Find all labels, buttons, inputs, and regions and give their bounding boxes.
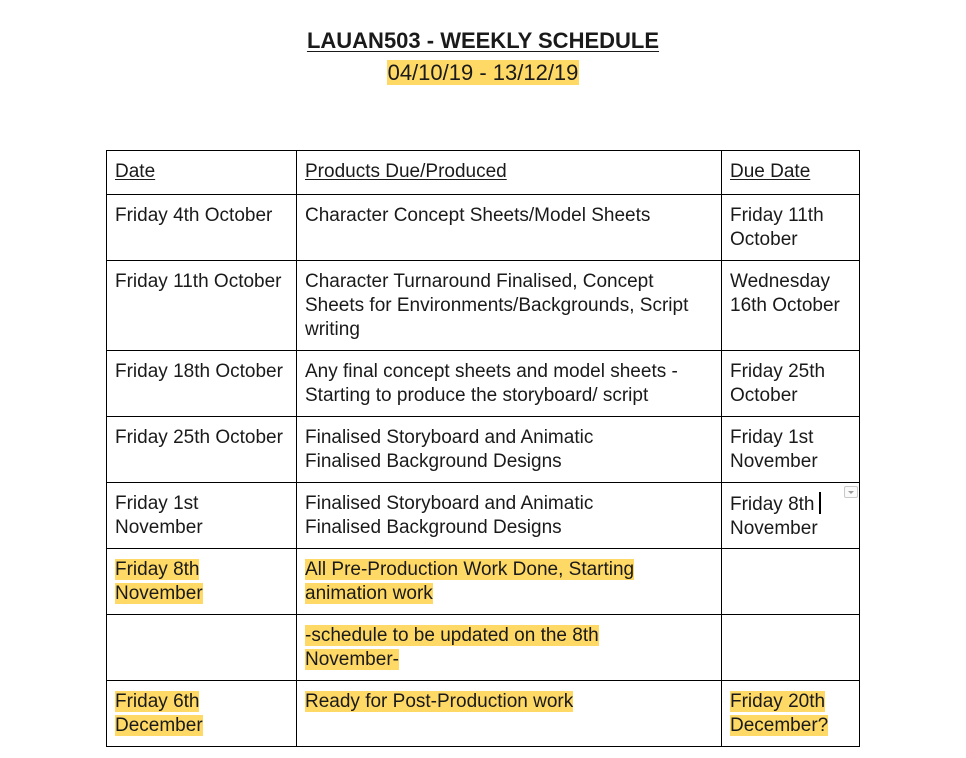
due-date-cell[interactable] bbox=[722, 351, 860, 417]
due-date-cell[interactable] bbox=[722, 417, 860, 483]
table-row bbox=[107, 681, 860, 747]
products-cell[interactable] bbox=[297, 483, 722, 549]
header-cell-due-date[interactable] bbox=[722, 151, 860, 195]
due-date-line-highlighted: December? bbox=[730, 715, 829, 736]
header-due-date-label: Due Date bbox=[730, 161, 811, 182]
due-date-cell[interactable] bbox=[722, 681, 860, 747]
schedule-table bbox=[106, 150, 860, 747]
document-title bbox=[0, 27, 966, 55]
table-row bbox=[107, 417, 860, 483]
table-row bbox=[107, 351, 860, 417]
date-text: Friday 4th October bbox=[115, 205, 273, 226]
products-cell[interactable] bbox=[297, 195, 722, 261]
date-line-highlighted: Friday 8th bbox=[115, 559, 200, 580]
document-title-text: LAUAN503 - WEEKLY SCHEDULE bbox=[306, 28, 660, 53]
due-date-cell[interactable] bbox=[722, 261, 860, 351]
products-line: Finalised Background Designs bbox=[305, 451, 562, 472]
products-text-highlighted: Ready for Post-Production work bbox=[305, 691, 574, 712]
due-date-cell-active[interactable] bbox=[722, 483, 860, 549]
date-text: Friday 11th October bbox=[115, 271, 282, 292]
products-cell[interactable] bbox=[297, 549, 722, 615]
header-cell-products[interactable] bbox=[297, 151, 722, 195]
date-cell[interactable] bbox=[107, 681, 297, 747]
cell-dropdown-icon[interactable] bbox=[844, 486, 858, 498]
table-row bbox=[107, 615, 860, 681]
date-line-highlighted: November bbox=[115, 583, 203, 604]
date-text: Friday 1st November bbox=[115, 493, 203, 538]
due-date-cell[interactable] bbox=[722, 549, 860, 615]
date-cell[interactable] bbox=[107, 261, 297, 351]
due-date-cell[interactable] bbox=[722, 615, 860, 681]
table-row bbox=[107, 261, 860, 351]
due-date-line bbox=[730, 492, 851, 517]
due-date-text: Friday 1st November bbox=[730, 427, 818, 472]
table-row bbox=[107, 483, 860, 549]
due-date-text: Friday 25th October bbox=[730, 361, 826, 406]
date-text: Friday 18th October bbox=[115, 361, 283, 382]
header-cell-date[interactable] bbox=[107, 151, 297, 195]
date-cell[interactable] bbox=[107, 615, 297, 681]
due-date-text: Friday 11th October bbox=[730, 205, 824, 250]
due-date-line-highlighted: Friday 20th bbox=[730, 691, 826, 712]
products-cell[interactable] bbox=[297, 351, 722, 417]
due-date-text: Wednesday 16th October bbox=[730, 271, 840, 316]
products-text: Any final concept sheets and model sheets - Starting to produce the storyboard/ script bbox=[305, 361, 678, 406]
date-cell[interactable] bbox=[107, 483, 297, 549]
products-cell[interactable] bbox=[297, 261, 722, 351]
date-line-highlighted: Friday 6th bbox=[115, 691, 200, 712]
table-row bbox=[107, 549, 860, 615]
products-line: Finalised Storyboard and Animatic bbox=[305, 427, 594, 448]
due-date-line: November bbox=[730, 518, 818, 539]
date-text: Friday 25th October bbox=[115, 427, 283, 448]
document-date-range bbox=[0, 59, 966, 87]
date-cell[interactable] bbox=[107, 351, 297, 417]
products-cell[interactable] bbox=[297, 615, 722, 681]
date-range-text: 04/10/19 - 13/12/19 bbox=[387, 60, 579, 85]
active-cell-content bbox=[730, 492, 851, 541]
products-text: Character Turnaround Finalised, Concept Sheets for Environments/Backgrounds, Script writing bbox=[305, 271, 689, 340]
due-date-cell[interactable] bbox=[722, 195, 860, 261]
products-line-highlighted: -schedule to be updated on the 8th bbox=[305, 625, 599, 646]
date-line-highlighted: December bbox=[115, 715, 203, 736]
products-line-highlighted: November- bbox=[305, 649, 399, 670]
products-cell[interactable] bbox=[297, 417, 722, 483]
table-header-row bbox=[107, 151, 860, 195]
date-cell[interactable] bbox=[107, 195, 297, 261]
date-cell[interactable] bbox=[107, 549, 297, 615]
due-date-line-text: Friday 8th bbox=[730, 494, 815, 515]
products-cell[interactable] bbox=[297, 681, 722, 747]
date-cell[interactable] bbox=[107, 417, 297, 483]
table-row bbox=[107, 195, 860, 261]
products-line: Finalised Storyboard and Animatic bbox=[305, 493, 594, 514]
text-cursor bbox=[819, 492, 821, 514]
products-line: Finalised Background Designs bbox=[305, 517, 562, 538]
header-date-label: Date bbox=[115, 161, 156, 182]
header-products-label: Products Due/Produced bbox=[305, 161, 507, 182]
products-text: Character Concept Sheets/Model Sheets bbox=[305, 205, 651, 226]
products-line-highlighted: animation work bbox=[305, 583, 433, 604]
products-line-highlighted: All Pre-Production Work Done, Starting bbox=[305, 559, 635, 580]
